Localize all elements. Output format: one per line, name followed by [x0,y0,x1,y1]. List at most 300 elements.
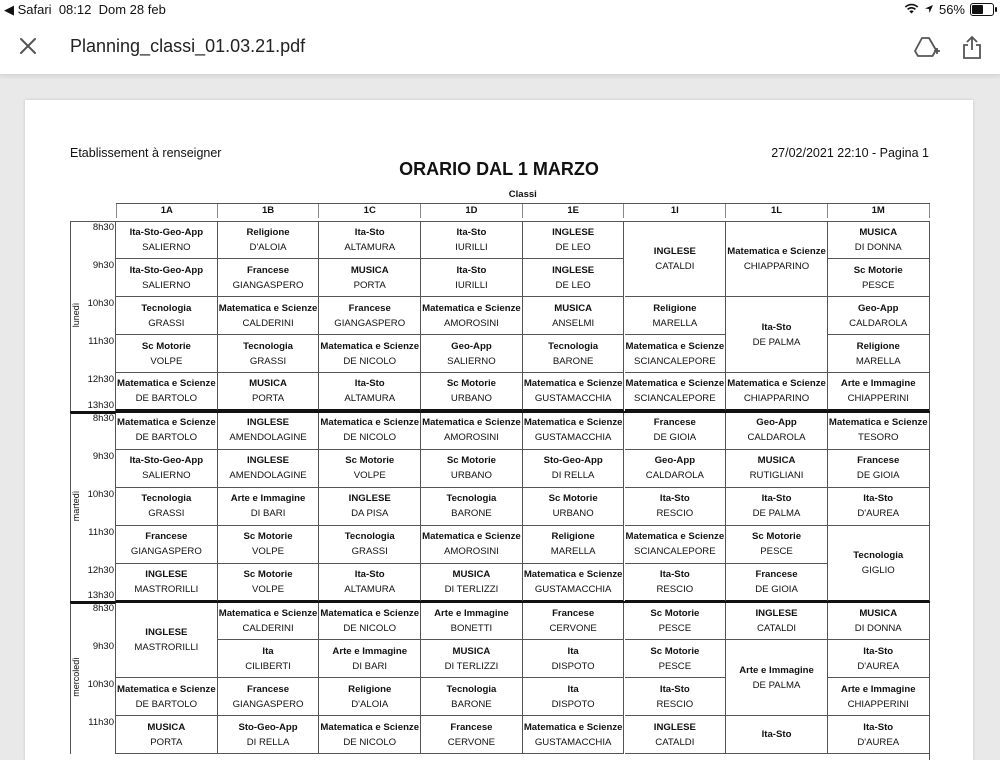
lesson-teacher: SCIANCALEPORE [634,393,716,405]
lesson-subject: Tecnologia [446,683,497,695]
lesson-subject: Matematica e Scienze [625,531,725,543]
lesson-subject: Matematica e Scienze [117,378,216,390]
time-label: 10h30 [87,298,114,310]
lesson-teacher: GUSTAMACCHIA [534,393,612,405]
lesson-subject: Sc Motorie [243,568,293,580]
lesson-subject: Matematica e Scienze [727,378,826,390]
lesson-subject: Ita [567,645,579,657]
lesson-subject: Ita-Sto [659,568,690,580]
lesson-teacher: GIANGASPERO [130,546,202,558]
lesson-cell [319,488,421,526]
lesson-subject: Francese [552,607,595,619]
lesson-teacher: MARELLA [855,355,901,367]
lesson-cell [218,564,320,602]
lesson-teacher: DE NICOLO [343,736,397,748]
lesson-cell [625,373,727,411]
lesson-subject: INGLESE [246,417,290,429]
lesson-subject: Matematica e Scienze [523,721,623,733]
lesson-teacher: MASTRORILLI [134,583,199,595]
lesson-teacher: VOLPE [353,470,386,482]
establishment-label: Etablissement à renseigner [70,146,222,160]
lesson-subject: Ita-Sto [863,645,894,657]
lesson-teacher: DI TERLIZZI [444,583,499,595]
lesson-teacher: BONETTI [450,622,493,634]
lesson-teacher: BARONE [451,698,492,710]
time-label: 11h30 [88,526,114,538]
lesson-subject: INGLESE [348,493,391,505]
lesson-teacher: GUSTAMACCHIA [534,432,612,444]
lesson-subject: Matematica e Scienze [218,302,318,314]
lesson-cell [421,373,523,411]
lesson-cell [116,526,218,564]
lesson-teacher: IURILLI [455,241,488,253]
time-label: 9h30 [92,260,114,272]
lesson-cell [421,678,523,716]
lesson-cell [726,526,828,564]
lesson-teacher: AMENDOLAGINE [229,470,307,482]
lesson-subject: Ita-Sto [863,721,894,733]
lesson-cell [421,564,523,602]
lesson-subject: INGLESE [246,455,290,467]
lesson-teacher: GRASSI [249,355,287,367]
lesson-teacher: VOLPE [252,583,285,595]
time-label: 10h30 [87,488,114,500]
lesson-teacher: GUSTAMACCHIA [534,583,612,595]
lesson-subject: INGLESE [653,245,696,257]
lesson-cell [116,450,218,488]
lesson-subject: Francese [857,455,900,467]
drive-add-icon [914,34,940,60]
lesson-teacher: DE GIOIA [856,470,900,482]
lesson-cell [523,221,625,259]
lesson-teacher: GIGLIO [861,564,895,576]
lesson-subject: MUSICA [452,645,491,657]
lesson-cell [319,259,421,297]
lesson-teacher: CATALDI [655,260,695,272]
class-header-1b: 1B [218,204,320,218]
lesson-cell [828,450,930,488]
lesson-cell [523,450,625,488]
document-toolbar [0,20,1000,75]
location-icon [924,2,934,17]
lesson-subject: Ita-Sto [659,493,690,505]
lesson-teacher: AMOROSINI [443,317,499,329]
lesson-teacher: IURILLI [455,279,488,291]
lesson-subject: Sc Motorie [752,531,802,543]
lesson-subject: Ita-Sto [863,493,894,505]
time-label: 9h30 [92,641,114,653]
time-label: 8h30 [92,412,114,424]
class-header-1m: 1M [828,204,930,218]
lesson-cell [523,373,625,411]
lesson-cell [625,335,727,373]
lesson-subject: Arte e Immagine [840,378,916,390]
lesson-teacher: PESCE [760,546,793,558]
lesson-subject: Sc Motorie [345,455,395,467]
lesson-cell [116,678,218,716]
lesson-subject: Matematica e Scienze [523,417,623,429]
lesson-cell [828,373,930,411]
lesson-subject: Francese [145,531,188,543]
lesson-teacher: D'ALOIA [249,241,287,253]
lesson-teacher: DE NICOLO [343,432,397,444]
lesson-teacher: CERVONE [447,736,496,748]
lesson-teacher: DI DONNA [854,622,902,634]
lesson-cell [828,716,930,754]
lesson-cell [421,221,523,259]
share-icon [960,34,984,60]
lesson-subject: Sc Motorie [650,645,700,657]
lesson-subject: MUSICA [452,568,491,580]
lesson-cell [828,335,930,373]
lesson-subject: Religione [856,340,900,352]
lesson-cell [116,259,218,297]
lesson-cell [828,412,930,450]
time-label: 11h30 [88,336,114,348]
lesson-teacher: CHIAPPARINO [743,260,810,272]
lesson-subject: Francese [246,683,290,695]
lesson-cell [116,221,218,259]
lesson-teacher: RESCIO [656,698,694,710]
lesson-teacher: MARELLA [550,546,596,558]
lesson-cell [625,640,727,678]
lesson-subject: Matematica e Scienze [523,378,623,390]
lesson-cell [726,412,828,450]
lesson-teacher: MASTRORILLI [134,641,199,653]
lesson-subject: Ita [567,683,579,695]
lesson-subject: INGLESE [552,226,595,238]
lesson-teacher: PORTA [251,393,285,405]
lesson-subject: Religione [348,683,392,695]
lesson-subject: Arte e Immagine [434,607,509,619]
lesson-teacher: GUSTAMACCHIA [534,736,612,748]
lesson-cell [625,412,727,450]
lesson-cell [726,602,828,640]
lesson-cell [218,335,320,373]
lesson-cell [116,412,218,450]
lesson-cell [625,716,727,754]
lesson-cell [828,678,930,716]
day-divider [70,411,930,413]
lesson-teacher: DISPOTO [551,660,595,672]
pdf-page[interactable] [25,100,973,760]
lesson-cell [421,259,523,297]
lesson-teacher: CALDAROLA [849,317,908,329]
lesson-cell [625,526,727,564]
lesson-subject: INGLESE [552,264,595,276]
lesson-subject: MUSICA [249,378,287,390]
lesson-subject: MUSICA [859,607,898,619]
lesson-subject: Geo-App [451,340,492,352]
lesson-subject: Matematica e Scienze [218,607,318,619]
lesson-teacher: DE GIOIA [755,583,798,595]
lesson-teacher: AMOROSINI [443,432,499,444]
lesson-cell [319,412,421,450]
lesson-cell [523,678,625,716]
lesson-teacher: DI RELLA [551,470,595,482]
lesson-teacher: D'AUREA [857,736,900,748]
time-label: 11h30 [88,717,114,729]
lesson-cell [523,297,625,335]
lesson-teacher: DI DONNA [854,241,902,253]
lesson-cell [625,297,727,335]
lesson-cell [218,716,320,754]
lesson-subject: Sto-Geo-App [543,455,603,467]
lesson-subject: Tecnologia [243,340,293,352]
lesson-subject: Ita-Sto [456,264,487,276]
lesson-subject: Arte e Immagine [332,645,408,657]
time-label: 9h30 [92,450,114,462]
lesson-subject: Matematica e Scienze [117,417,216,429]
lesson-teacher: GRASSI [351,546,388,558]
lesson-cell [421,488,523,526]
time-label: 10h30 [87,679,114,691]
lesson-subject: INGLESE [145,568,188,580]
battery-icon [970,3,994,16]
timetable [25,100,973,760]
class-header-1e: 1E [523,204,625,218]
lesson-cell [218,297,320,335]
lesson-cell [319,716,421,754]
lesson-teacher: GIANGASPERO [334,317,406,329]
lesson-teacher: DI BARI [250,508,286,520]
lesson-subject: Matematica e Scienze [422,302,521,314]
document-filename: Planning_classi_01.03.21.pdf [70,36,306,56]
lesson-teacher: CERVONE [549,622,597,634]
lesson-teacher: ANSELMI [552,317,595,329]
lesson-subject: Tecnologia [344,531,395,543]
lesson-cell [828,640,930,678]
lesson-teacher: GRASSI [148,508,185,520]
lesson-cell [625,488,727,526]
lesson-subject: Arte e Immagine [739,664,814,676]
lesson-teacher: CILIBERTI [245,660,291,672]
lesson-subject: Tecnologia [446,493,497,505]
lesson-cell [726,297,828,373]
lesson-subject: Tecnologia [548,340,599,352]
lesson-teacher: PORTA [150,736,183,748]
class-header-1i: 1I [625,204,727,218]
lesson-cell [116,488,218,526]
lesson-teacher: D'AUREA [857,508,900,520]
lesson-subject: Ita-Sto [354,568,385,580]
lesson-subject: Arte e Immagine [230,493,306,505]
lesson-cell [218,488,320,526]
lesson-subject: Matematica e Scienze [422,531,521,543]
lesson-teacher: SALIERNO [142,470,191,482]
lesson-cell [523,640,625,678]
lesson-subject: Sc Motorie [853,264,903,276]
status-time: 08:12 [58,2,92,17]
lesson-subject: Francese [653,417,696,429]
lesson-subject: Religione [551,531,595,543]
lesson-subject: Tecnologia [141,493,192,505]
lesson-subject: Matematica e Scienze [625,340,725,352]
lesson-subject: MUSICA [350,264,389,276]
class-header-1d: 1D [421,204,523,218]
lesson-cell [218,526,320,564]
lesson-cell [421,640,523,678]
lesson-cell [726,450,828,488]
lesson-subject: Geo-App [756,417,797,429]
lesson-teacher: CATALDI [756,622,797,634]
lesson-teacher: GIANGASPERO [232,698,304,710]
lesson-cell [218,678,320,716]
battery-percent: 56% [938,2,965,17]
lesson-cell [421,412,523,450]
lesson-teacher: SALIERNO [447,355,496,367]
lesson-cell [319,450,421,488]
time-label: 8h30 [92,222,114,233]
lesson-teacher: SCIANCALEPORE [634,355,716,367]
lesson-subject: Francese [450,721,493,733]
lesson-subject: MUSICA [859,226,898,238]
share-button[interactable] [960,34,986,60]
lesson-cell [319,335,421,373]
lesson-cell [116,335,218,373]
lesson-cell [523,526,625,564]
lesson-teacher: DE PALMA [752,336,801,348]
lesson-cell [726,716,828,754]
lesson-cell [625,450,727,488]
day-label: mercoledì [71,657,81,697]
lesson-teacher: DA PISA [351,508,389,520]
lesson-teacher: CALDAROLA [645,470,704,482]
lesson-cell [726,373,828,411]
lesson-teacher: D'ALOIA [351,698,389,710]
lesson-cell [319,297,421,335]
lesson-teacher: DE LEO [555,279,591,291]
lesson-cell [523,602,625,640]
lesson-teacher: AMOROSINI [443,546,499,558]
lesson-cell [523,412,625,450]
lesson-cell [726,488,828,526]
lesson-teacher: DE PALMA [752,679,801,691]
lesson-subject: Ita [262,645,274,657]
lesson-teacher: BARONE [451,508,492,520]
lesson-teacher: SCIANCALEPORE [634,546,716,558]
lesson-subject: Ita-Sto-Geo-App [129,226,204,238]
lesson-subject: MUSICA [757,455,796,467]
lesson-teacher: CATALDI [655,736,695,748]
lesson-teacher: BARONE [552,355,594,367]
lesson-cell [116,373,218,411]
lesson-cell [319,221,421,259]
lesson-subject: Francese [755,568,798,580]
lesson-teacher: CHIAPPERINI [847,698,909,710]
lesson-teacher: RESCIO [656,508,694,520]
lesson-teacher: MARELLA [652,317,698,329]
lesson-cell [116,716,218,754]
lesson-cell [116,602,218,678]
lesson-teacher: CALDAROLA [747,432,806,444]
day-label: lunedì [71,302,81,328]
lesson-cell [319,602,421,640]
lesson-subject: Francese [246,264,290,276]
add-to-drive-button[interactable] [914,34,940,60]
lesson-cell [828,297,930,335]
classes-header: Classi [508,189,537,200]
lesson-cell [218,259,320,297]
close-button[interactable] [16,34,40,58]
lesson-cell [319,678,421,716]
lesson-cell [726,564,828,602]
lesson-teacher: RUTIGLIANI [749,470,804,482]
lesson-subject: Ita-Sto [761,729,792,741]
lesson-cell [726,640,828,716]
lesson-subject: Arte e Immagine [840,683,916,695]
lesson-teacher: DI BARI [352,660,388,672]
lesson-cell [421,526,523,564]
lesson-cell [828,259,930,297]
close-icon [16,34,40,58]
lesson-teacher: ALTAMURA [344,393,396,405]
lesson-subject: Matematica e Scienze [523,568,623,580]
lesson-cell [828,221,930,259]
lesson-subject: Ita-Sto [456,226,487,238]
lesson-teacher: PESCE [658,622,692,634]
lesson-teacher: PESCE [658,660,692,672]
time-label: 8h30 [92,603,114,614]
lesson-cell [218,640,320,678]
lesson-subject: Matematica e Scienze [320,607,420,619]
lesson-teacher: TESORO [857,432,899,444]
lesson-teacher: PORTA [353,279,386,291]
lesson-cell [421,716,523,754]
lesson-cell [319,564,421,602]
lesson-subject: Matematica e Scienze [117,683,216,695]
lesson-subject: Matematica e Scienze [828,417,928,429]
lesson-teacher: CHIAPPARINO [743,393,810,405]
lesson-subject: Ita-Sto-Geo-App [129,455,204,467]
print-info: 27/02/2021 22:10 - Pagina 1 [771,146,929,160]
lesson-cell [523,259,625,297]
lesson-teacher: SALIERNO [142,241,191,253]
time-label: 12h30 [87,564,114,576]
lesson-teacher: D'AUREA [857,660,900,672]
lesson-subject: Geo-App [857,302,899,314]
lesson-subject: Matematica e Scienze [727,245,826,257]
lesson-cell [319,373,421,411]
class-header-1a: 1A [116,204,218,218]
status-bar [0,0,1000,20]
lesson-subject: INGLESE [755,607,798,619]
lesson-teacher: URBANO [450,470,492,482]
lesson-subject: Sto-Geo-App [238,721,298,733]
lesson-teacher: URBANO [450,393,492,405]
lesson-subject: Ita-Sto [761,321,792,333]
lesson-subject: Matematica e Scienze [625,378,725,390]
lesson-teacher: DE LEO [555,241,591,253]
lesson-teacher: ALTAMURA [344,241,396,253]
lesson-cell [421,335,523,373]
lesson-teacher: ALTAMURA [344,583,396,595]
lesson-cell [726,221,828,297]
lesson-teacher: DE BARTOLO [135,432,198,444]
lesson-subject: Sc Motorie [650,607,700,619]
lesson-teacher: DE GIOIA [653,432,697,444]
lesson-subject: Geo-App [654,455,696,467]
lesson-cell [523,564,625,602]
lesson-teacher: DE BARTOLO [135,698,198,710]
lesson-teacher: GRASSI [148,317,185,329]
back-to-safari-link[interactable]: ◀ Safari [4,2,52,17]
lesson-subject: Ita-Sto [659,683,690,695]
lesson-teacher: DI TERLIZZI [444,660,499,672]
lesson-subject: Ita-Sto [354,378,385,390]
lesson-cell [421,297,523,335]
lesson-subject: Matematica e Scienze [422,417,521,429]
